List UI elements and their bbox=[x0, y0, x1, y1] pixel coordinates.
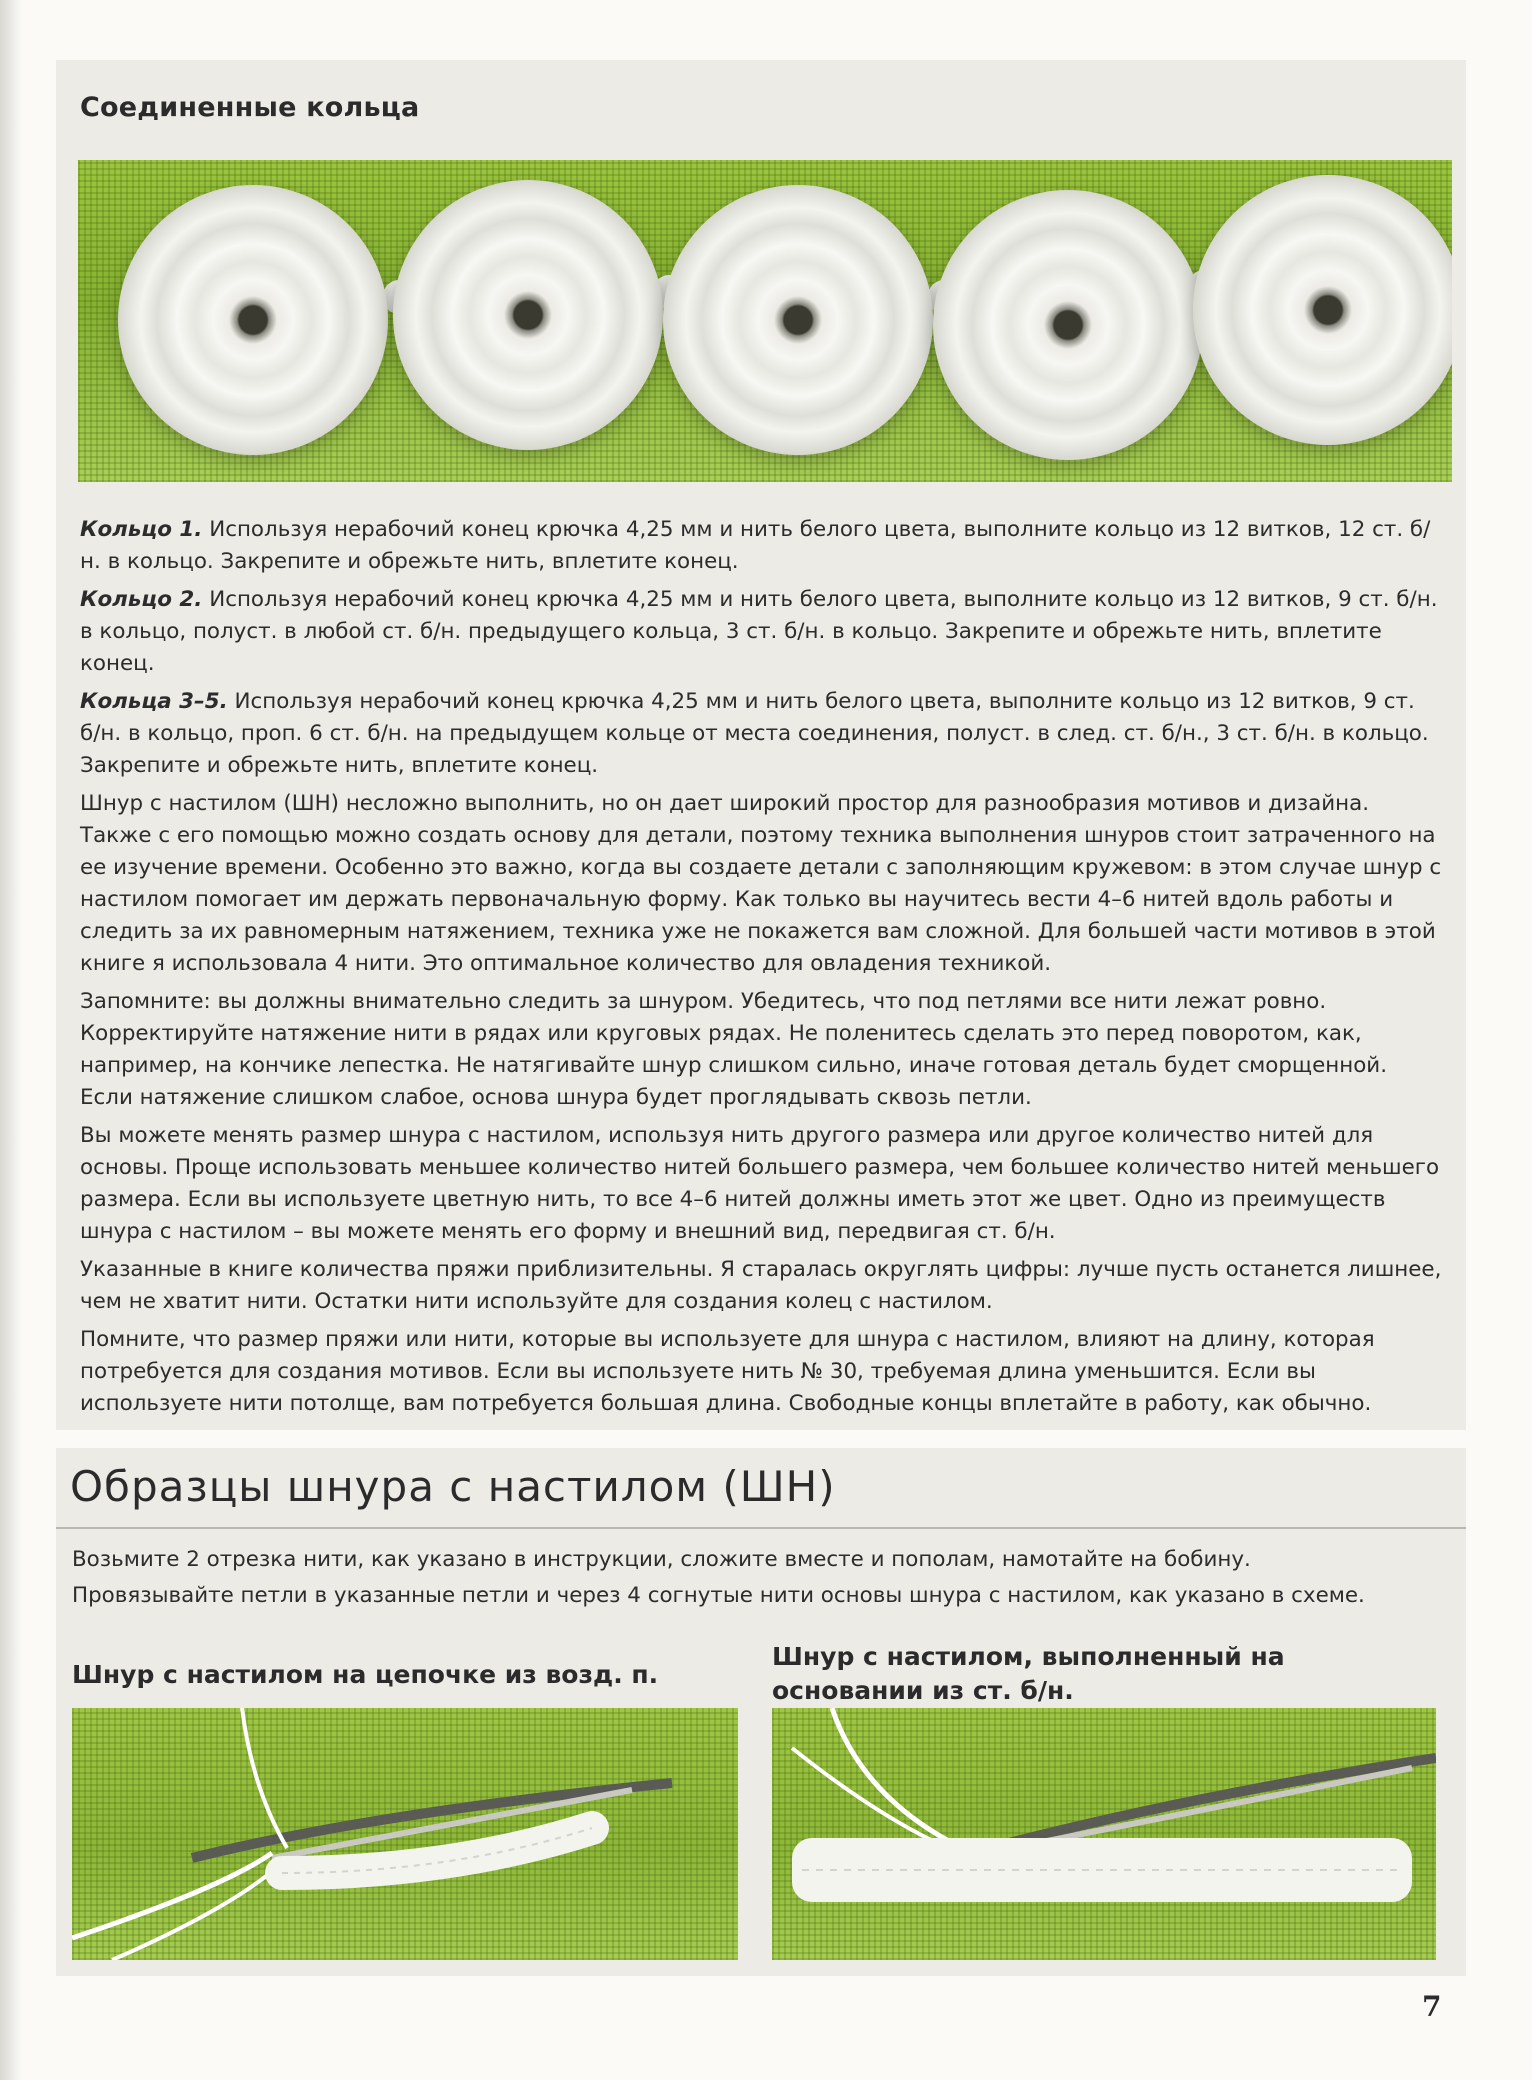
crochet-ring bbox=[393, 180, 663, 450]
paragraph-yarn-amounts: Указанные в книге количества пряжи приблизительны. Я старалась округлять цифры: лучше пусть останется лишнее, чем не хватит нити. Остатки нити используйте для создания колец с настилом. bbox=[80, 1257, 1442, 1314]
title-divider bbox=[56, 1527, 1466, 1529]
loose-thread bbox=[242, 1708, 287, 1848]
cord-chain-illustration bbox=[72, 1708, 738, 1960]
crochet-ring bbox=[663, 185, 933, 455]
samples-title: Образцы шнура с настилом (ШН) bbox=[70, 1462, 836, 1511]
paragraph-size: Вы можете менять размер шнура с настилом, используя нить другого размера или другое количество нитей для основы. Проще использовать меньшее количество нитей большего размера, чем большее количество нитей меньшего размера. Если вы используете цветную нить, то все 4–6 нитей должны иметь этот же цвет. Одно из преимуществ шнура с настилом – вы можете менять его форму и внешний вид, передвигая ст. б/н. bbox=[80, 1123, 1440, 1244]
samples-intro-line-2: Провязывайте петли в указанные петли и через 4 согнутые нити основы шнура с настилом, как указано в схеме. bbox=[72, 1583, 1365, 1608]
paragraph-length: Помните, что размер пряжи или нити, которые вы используете для шнура с настилом, влияют на длину, которая потребуется для создания мотивов. Если вы используете нить № 30, требуемая длина уменьшится. Если вы используете нити потолще, вам потребуется большая длина. Свободные концы вплетайте в работу, как обычно. bbox=[80, 1327, 1375, 1416]
caption-sc-cord: Шнур с настилом, выполненный на основании из ст. б/н. bbox=[772, 1642, 1285, 1705]
ring-2-text: Используя нерабочий конец крючка 4,25 мм и нить белого цвета, выполните кольцо из 12 витков, 9 ст. б/н. в кольцо, полуст. в любой ст. б/н. предыдущего кольца, 3 ст. б/н. в кольцо. Закрепите и обрежьте нить, вплетите конец. bbox=[80, 587, 1438, 676]
samples-intro-line-1: Возьмите 2 отрезка нити, как указано в инструкции, сложите вместе и пополам, намотайте на бобину. bbox=[72, 1547, 1251, 1572]
page-gutter-shadow bbox=[0, 0, 22, 2080]
samples-intro bbox=[72, 1542, 1462, 1614]
loose-thread bbox=[832, 1708, 962, 1848]
hook-shaft bbox=[1012, 1768, 1412, 1848]
ring-2-label: Кольцо 2. bbox=[80, 587, 203, 612]
crochet-ring bbox=[1193, 175, 1452, 445]
ring-1-paragraph bbox=[80, 514, 1442, 578]
ring-3-5-text: Используя нерабочий конец крючка 4,25 мм и нить белого цвета, выполните кольцо из 12 витков, 9 ст. б/н. в кольцо, проп. 6 ст. б/н. на предыдущем кольце от места соединения, полуст. в след. ст. б/н., 3 ст. б/н. в кольцо. Закрепите и обрежьте нить, вплетите конец. bbox=[80, 689, 1429, 778]
loose-thread bbox=[72, 1853, 272, 1938]
rings-instructions bbox=[80, 514, 1442, 1426]
page-number: 7 bbox=[1422, 1990, 1442, 2023]
ring-3-5-paragraph bbox=[80, 686, 1442, 782]
paragraph-cord-intro: Шнур с настилом (ШН) несложно выполнить, но он дает широкий простор для разнообразия мотивов и дизайна. Также с его помощью можно создать основу для детали, поэтому техника выполнения шнуров стоит затраченного на ее изучение времени. Особенно это важно, когда вы создаете детали с заполняющим кружевом: в этом случае шнур с настилом помогает им держать первоначальную форму. Как только вы научитесь вести 4–6 нитей вдоль работы и следить за их равномерным натяжением, техника уже не покажется вам сложной. Для большей части мотивов в этой книге я использовала 4 нити. Это оптимальное количество для овладения техникой. bbox=[80, 791, 1442, 976]
section-title: Соединенные кольца bbox=[80, 92, 420, 123]
ring-2-paragraph bbox=[80, 584, 1442, 680]
caption-chain-cord: Шнур с настилом на цепочке из возд. п. bbox=[72, 1660, 659, 1689]
cord-sample bbox=[282, 1828, 592, 1873]
cord-sc-photo bbox=[772, 1708, 1436, 1960]
crochet-ring bbox=[118, 185, 388, 455]
cord-sc-illustration bbox=[772, 1708, 1436, 1960]
loose-thread bbox=[112, 1863, 282, 1960]
paragraph-tension: Запомните: вы должны внимательно следить за шнуром. Убедитесь, что под петлями все нити лежат ровно. Корректируйте натяжение нити в рядах или круговых рядах. Не поленитесь сделать это перед поворотом, как, например, на кончике лепестка. Не натягивайте шнур слишком сильно, иначе готовая деталь будет сморщенной. Если натяжение слишком слабое, основа шнура будет проглядывать сквозь петли. bbox=[80, 989, 1388, 1110]
crochet-ring bbox=[933, 190, 1203, 460]
ring-3-5-label: Кольца 3–5. bbox=[80, 689, 228, 714]
cord-chain-photo bbox=[72, 1708, 738, 1960]
ring-1-label: Кольцо 1. bbox=[80, 517, 203, 542]
ring-1-text: Используя нерабочий конец крючка 4,25 мм и нить белого цвета, выполните кольцо из 12 витков, 12 ст. б/н. в кольцо. Закрепите и обрежьте нить, вплетите конец. bbox=[80, 517, 1431, 574]
rings-photo bbox=[78, 160, 1452, 482]
